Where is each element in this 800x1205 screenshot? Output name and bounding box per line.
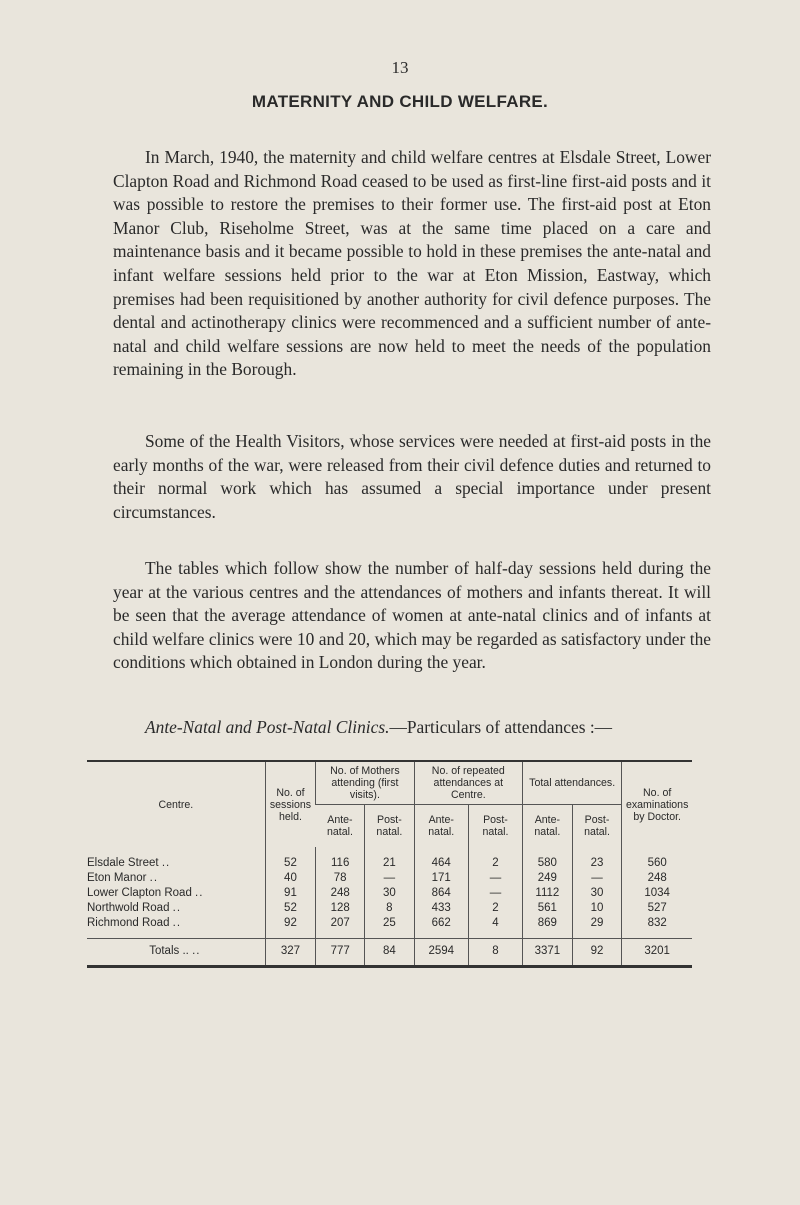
- totals-row: [87, 939, 692, 967]
- cell-sessions: 52: [265, 900, 316, 915]
- table-row: [87, 847, 692, 870]
- header-total-ante: Ante- natal.: [523, 805, 573, 848]
- attendance-table-wrapper: [87, 760, 692, 968]
- cell-mothers-post: 8: [365, 900, 414, 915]
- header-sessions: No. of sessions held.: [265, 761, 316, 847]
- cell-mothers-post: 25: [365, 915, 414, 939]
- cell-mothers-ante: 207: [316, 915, 365, 939]
- cell-centre: Eton Manor ..: [87, 871, 159, 884]
- cell-exams: 1034: [622, 885, 692, 900]
- cell-totals-label: Totals .. ..: [87, 939, 265, 967]
- cell-sessions: 91: [265, 885, 316, 900]
- cell-repeated-ante: 464: [414, 847, 468, 870]
- cell-total-ante: 869: [523, 915, 573, 939]
- cell-repeated-ante: 433: [414, 900, 468, 915]
- cell-centre: Richmond Road ..: [87, 916, 182, 929]
- cell-repeated-post: —: [468, 885, 522, 900]
- cell-repeated-ante: 864: [414, 885, 468, 900]
- cell-exams: 248: [622, 870, 692, 885]
- paragraph-health-visitors: Some of the Health Visitors, whose services were needed at first-aid posts in the early months of the war, were released from their civil defence duties and returned to their normal work which has assumed a special importance under present circumstances.: [113, 431, 711, 522]
- cell-repeated-post: 2: [468, 847, 522, 870]
- cell-total-post: 29: [572, 915, 622, 939]
- cell-mothers-post: 21: [365, 847, 414, 870]
- header-total-post: Post- natal.: [572, 805, 622, 848]
- header-mothers-post: Post- natal.: [365, 805, 414, 848]
- cell-total-post: —: [572, 870, 622, 885]
- header-centre: Centre.: [158, 798, 194, 811]
- cell-total-post: 30: [572, 885, 622, 900]
- cell-total-ante: 3371: [523, 939, 573, 967]
- cell-repeated-post: 8: [468, 939, 522, 967]
- attendance-table: [87, 760, 692, 968]
- cell-total-post: 10: [572, 900, 622, 915]
- cell-total-post: 92: [572, 939, 622, 967]
- header-repeated: No. of repeated attendances at Centre.: [414, 761, 522, 805]
- table-row: [87, 885, 692, 900]
- table-row: [87, 900, 692, 915]
- cell-total-ante: 580: [523, 847, 573, 870]
- cell-repeated-ante: 171: [414, 870, 468, 885]
- cell-mothers-ante: 116: [316, 847, 365, 870]
- cell-total-ante: 561: [523, 900, 573, 915]
- cell-total-ante: 1112: [523, 885, 573, 900]
- page-title: MATERNITY AND CHILD WELFARE.: [251, 92, 549, 111]
- cell-sessions: 40: [265, 870, 316, 885]
- header-mothers-ante: Ante- natal.: [316, 805, 365, 848]
- paragraph-tables-intro: The tables which follow show the number of half-day sessions held during the year at the various centres and the attendances of mothers and infants thereat. It will be seen that the average attendance of women at ante-natal clinics and of infants at child welfare clinics were 10 and 20, which may be regarded as satisfactory under the conditions which obtained in London during the year.: [113, 558, 711, 673]
- cell-repeated-ante: 2594: [414, 939, 468, 967]
- paragraph-march-1940: In March, 1940, the maternity and child welfare centres at Elsdale Street, Lower Clapton Road and Richmond Road ceased to be used as first-line first-aid posts and it was possible to restore the premises to their former use. The first-aid post at Eton Manor Club, Riseholme Street, was at the same time placed on a care and maintenance basis and it became possible to hold in these premises the ante-natal and infant welfare sessions held prior to the war at Eton Mission, Eastway, which premises had been requisitioned by another authority for civil defence purposes. The dental and actinotherapy clinics were recommenced and a sufficient number of ante-natal and child welfare sessions are now held to meet the needs of the population remaining in the Borough.: [113, 147, 711, 380]
- cell-mothers-ante: 78: [316, 870, 365, 885]
- header-repeated-ante: Ante- natal.: [414, 805, 468, 848]
- cell-repeated-ante: 662: [414, 915, 468, 939]
- table-row: [87, 870, 692, 885]
- cell-mothers-post: 30: [365, 885, 414, 900]
- table-row: [87, 915, 692, 939]
- header-mothers: No. of Mothers attending (first visits).: [316, 761, 414, 805]
- cell-sessions: 92: [265, 915, 316, 939]
- cell-mothers-post: 84: [365, 939, 414, 967]
- cell-exams: 527: [622, 900, 692, 915]
- clinics-caption-lead: Ante-Natal and Post-Natal Clinics.: [145, 717, 390, 737]
- cell-sessions: 52: [265, 847, 316, 870]
- paragraph-clinics-caption: [113, 716, 711, 740]
- cell-centre: Lower Clapton Road ..: [87, 886, 204, 899]
- header-total: Total attendances.: [523, 761, 622, 805]
- cell-sessions: 327: [265, 939, 316, 967]
- cell-mothers-ante: 248: [316, 885, 365, 900]
- cell-centre: Northwold Road ..: [87, 901, 182, 914]
- header-repeated-post: Post- natal.: [468, 805, 522, 848]
- header-exams: No. of examinations by Doctor.: [622, 761, 692, 847]
- clinics-caption-rest: —Particulars of attendances :—: [389, 717, 613, 737]
- table-header-row: [87, 761, 692, 805]
- cell-exams: 3201: [622, 939, 692, 967]
- cell-repeated-post: 2: [468, 900, 522, 915]
- cell-mothers-ante: 128: [316, 900, 365, 915]
- cell-repeated-post: 4: [468, 915, 522, 939]
- cell-centre: Elsdale Street ..: [87, 856, 171, 869]
- cell-total-post: 23: [572, 847, 622, 870]
- cell-repeated-post: —: [468, 870, 522, 885]
- cell-exams: 560: [622, 847, 692, 870]
- cell-mothers-post: —: [365, 870, 414, 885]
- page-number: 13: [391, 58, 409, 77]
- cell-exams: 832: [622, 915, 692, 939]
- cell-mothers-ante: 777: [316, 939, 365, 967]
- cell-total-ante: 249: [523, 870, 573, 885]
